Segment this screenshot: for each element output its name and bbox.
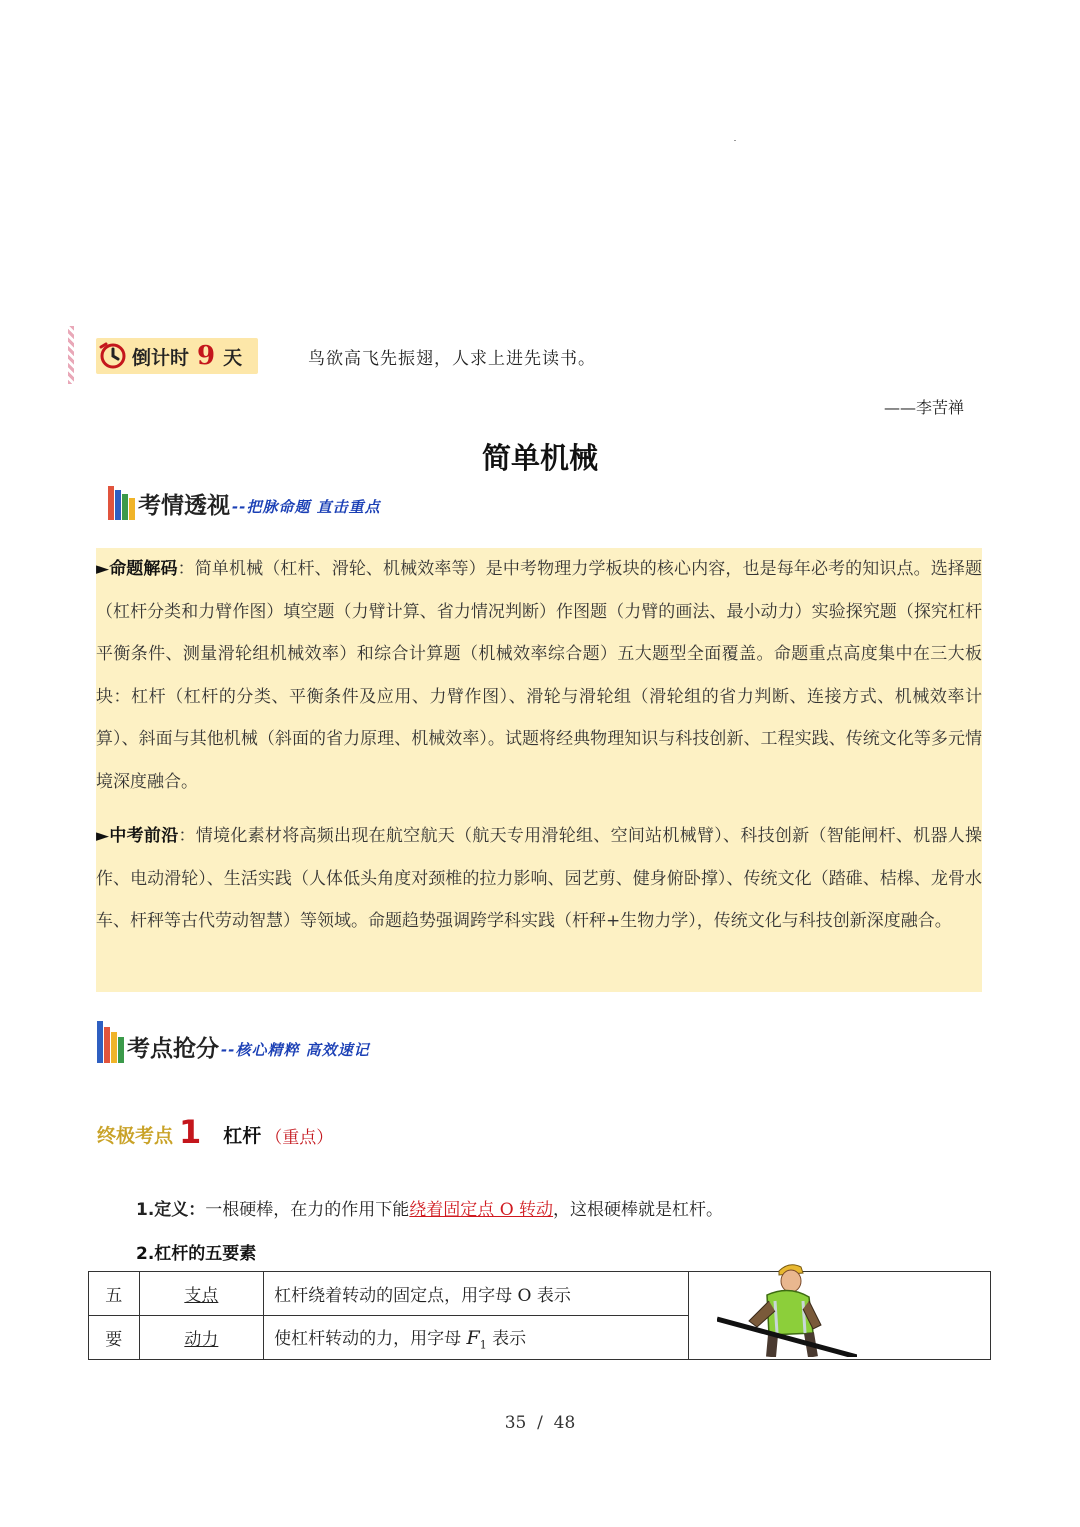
countdown-prefix: 倒计时 [132, 346, 190, 369]
table-term: 支点 [139, 1272, 264, 1316]
desc-text: 使杠杆转动的力，用字母 [274, 1328, 467, 1349]
exam-analysis-panel [96, 548, 982, 992]
paragraph-text: ：简单机械（杠杆、滑轮、机械效率等）是中考物理力学板块的核心内容，也是每年必考的知识点。选择题（杠杆分类和力臂作图）填空题（力臂计算、省力情况判断）作图题（力臂的画法、最小动力）实验探究题（探究杠杆平衡条件、测量滑轮组机械效率）和综合计算题（机械效率综合题）五大题型全面覆盖。命题重点高度集中在三大板块：杠杆（杠杆的分类、平衡条件及应用、力臂作图）、滑轮与滑轮组（滑轮组的省力判断、连接方式、机械效率计算）、斜面与其他机械（斜面的省力原理、机械效率）。试题将经典物理知识与科技创新、工程实践、传统文化等多元情境深度融合。 [96, 559, 982, 792]
definition-line [136, 1195, 723, 1220]
countdown-suffix: 天 [223, 346, 243, 369]
definition-highlight: 绕着固定点 O 转动 [409, 1200, 554, 1220]
keypoint-prefix: 终极考点 [97, 1125, 174, 1147]
table-side-label: 五 [89, 1272, 140, 1316]
decorative-stripe [68, 326, 74, 384]
scan-speck [734, 140, 736, 141]
paragraph-exam-frontier [96, 815, 982, 943]
paragraph-label: ►中考前沿 [96, 826, 179, 846]
force-symbol: F [466, 1326, 480, 1349]
paragraph-label: ►命题解码 [96, 559, 178, 579]
table-side-label: 要 [89, 1316, 140, 1360]
clock-icon [98, 341, 128, 371]
books-icon [108, 486, 135, 520]
table-term: 动力 [139, 1316, 264, 1360]
five-elements-table [88, 1271, 991, 1360]
section-subheading: --把脉命题 直击重点 [232, 498, 381, 516]
five-elements-heading: 2.杠杆的五要素 [136, 1244, 257, 1264]
table-desc [264, 1316, 689, 1360]
definition-label: 1.定义： [136, 1200, 206, 1220]
worker-illustration-cell [689, 1272, 991, 1360]
section-heading: 考情透视 [138, 493, 230, 519]
page-number: 35 / 48 [504, 1413, 576, 1433]
force-subscript: 1 [479, 1338, 487, 1352]
paragraph-text: ：情境化素材将高频出现在航空航天（航天专用滑轮组、空间站机械臂）、科技创新（智能闸杆、机器人操作、电动滑轮）、生活实践（人体低头角度对颈椎的拉力影响、园艺剪、健身俯卧撑）、传统文化（踏碓、桔槔、龙骨水车、杆秤等古代劳动智慧）等领域。命题趋势强调跨学科实践（杆秤+生物力学），传统文化与科技创新深度融合。 [96, 826, 983, 931]
paragraph-proposition-decoding [96, 548, 982, 803]
section-header-key-points [97, 1021, 370, 1063]
table-desc: 杠杆绕着转动的固定点，用字母 O 表示 [264, 1272, 689, 1316]
keypoint-number: 1 [179, 1113, 202, 1151]
definition-text: 一根硬棒，在力的作用下能 [205, 1200, 410, 1220]
section-heading: 考点抢分 [127, 1036, 219, 1062]
desc-text-end: 表示 [486, 1328, 527, 1349]
motto-author: ——李苦禅 [884, 398, 965, 417]
motto-quote: 鸟欲高飞先振翅，人求上进先读书。 [308, 349, 596, 369]
keypoint-tag: （重点） [265, 1128, 334, 1148]
countdown-badge [96, 338, 258, 374]
table-row [89, 1272, 991, 1316]
keypoint-topic: 杠杆 [223, 1125, 262, 1147]
page-title: 简单机械 [481, 441, 598, 475]
keypoint-label [97, 1113, 334, 1151]
section-subheading: --核心精粹 高效速记 [221, 1041, 370, 1059]
books-icon [97, 1021, 124, 1063]
section-header-exam-analysis [108, 486, 381, 520]
countdown-number: 9 [197, 341, 216, 371]
definition-text-end: ，这根硬棒就是杠杆。 [553, 1200, 724, 1220]
worker-with-lever-illustration [717, 1261, 857, 1357]
